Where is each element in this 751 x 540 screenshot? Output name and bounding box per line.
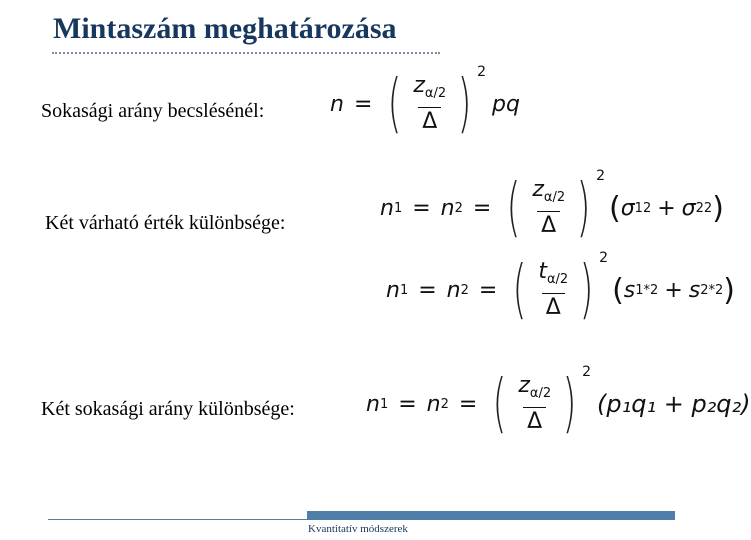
fraction-numerator: z: [413, 72, 425, 98]
row-label-means: Két várható érték különbsége:: [45, 212, 286, 234]
numerator-subscript: α/2: [543, 189, 566, 205]
lhs-subscript-1: 1: [379, 396, 389, 412]
s-1: s: [623, 277, 636, 303]
sigma-1-sup: 2: [642, 200, 652, 216]
fraction-paren: ( $\frac{z_{\alpha/2}}{\Delta}$ ): [506, 171, 591, 245]
close-paren: ): [712, 190, 724, 226]
fraction-numerator: z: [518, 372, 530, 398]
formula-means-t: [386, 250, 736, 327]
fraction-denominator: Δ: [418, 107, 441, 136]
lhs-subscript-2: 2: [460, 282, 469, 298]
formula-tail: (p₁q₁ + p₂q₂): [597, 390, 751, 418]
equals-sign: =: [418, 277, 437, 303]
fraction-paren: ( $\frac{t_{\alpha/2}}{\Delta}$ ): [512, 253, 594, 327]
equals-sign: =: [472, 195, 492, 221]
formula-lhs: n: [330, 91, 344, 117]
numerator-subscript: α/2: [424, 85, 447, 101]
lhs-subscript-1: 1: [393, 200, 403, 216]
slide-title: [0, 0, 720, 56]
fraction-denominator: Δ: [523, 407, 546, 436]
s-2: s: [688, 277, 701, 303]
formula-lhs-2: n: [440, 195, 455, 221]
sigma-2-sub: 2: [695, 200, 704, 216]
title-underline: [52, 52, 440, 54]
exponent: 2: [582, 364, 591, 380]
numerator-subscript: α/2: [529, 385, 552, 401]
close-paren: ): [723, 272, 736, 308]
lhs-subscript-2: 2: [440, 396, 449, 412]
formula-lhs-2: n: [426, 391, 441, 417]
formula-lhs: n: [366, 391, 380, 417]
numerator-subscript: α/2: [546, 271, 569, 287]
equals-sign: =: [353, 91, 373, 117]
footer-divider: [48, 519, 675, 520]
slide-title-text: Mintaszám meghatározása: [53, 12, 397, 45]
exponent: 2: [596, 168, 605, 184]
fraction-paren: ( $\frac{z_{\alpha/2}}{\Delta}$ ): [388, 67, 472, 141]
equals-sign: =: [458, 391, 478, 417]
row-label-two-proportions: Két sokasági arány különbsége:: [41, 398, 295, 420]
formula-tail: pq: [492, 91, 520, 117]
plus-sign: +: [657, 195, 676, 221]
sigma-1: σ: [620, 195, 635, 221]
fraction-denominator: Δ: [537, 211, 560, 240]
exponent: 2: [477, 64, 487, 80]
s-1-sup: *2: [643, 282, 659, 298]
s-2-sub: 2: [700, 282, 709, 298]
plus-sign: +: [664, 277, 683, 303]
s-2-sup: *2: [708, 282, 724, 298]
lhs-subscript-2: 2: [454, 200, 463, 216]
exponent: 2: [599, 250, 609, 266]
formula-lhs-2: n: [446, 277, 461, 303]
lhs-subscript-1: 1: [399, 282, 409, 298]
row-label-proportion: Sokasági arány becslésénél:: [41, 100, 265, 122]
formula-lhs: n: [386, 277, 400, 303]
fraction-numerator: z: [532, 176, 544, 202]
fraction-numerator: t: [538, 258, 547, 284]
footer-text: Kvantitatív módszerek: [308, 523, 408, 535]
s-1-sub: 1: [635, 282, 644, 298]
formula-lhs: n: [380, 195, 394, 221]
equals-sign: =: [412, 195, 431, 221]
formula-proportion: [330, 64, 520, 141]
footer-accent-bar: [307, 511, 675, 519]
equals-sign: =: [478, 277, 498, 303]
fraction-paren: ( $\frac{z_{\alpha/2}}{\Delta}$ ): [492, 367, 577, 441]
fraction-denominator: Δ: [542, 293, 565, 322]
open-paren: (: [609, 190, 621, 226]
sigma-2: σ: [681, 195, 696, 221]
formula-means-z: [380, 168, 724, 245]
equals-sign: =: [398, 391, 417, 417]
open-paren: (: [612, 272, 624, 308]
sigma-2-sup: 2: [703, 200, 713, 216]
formula-two-proportions: [366, 364, 751, 441]
sigma-1-sub: 1: [634, 200, 643, 216]
